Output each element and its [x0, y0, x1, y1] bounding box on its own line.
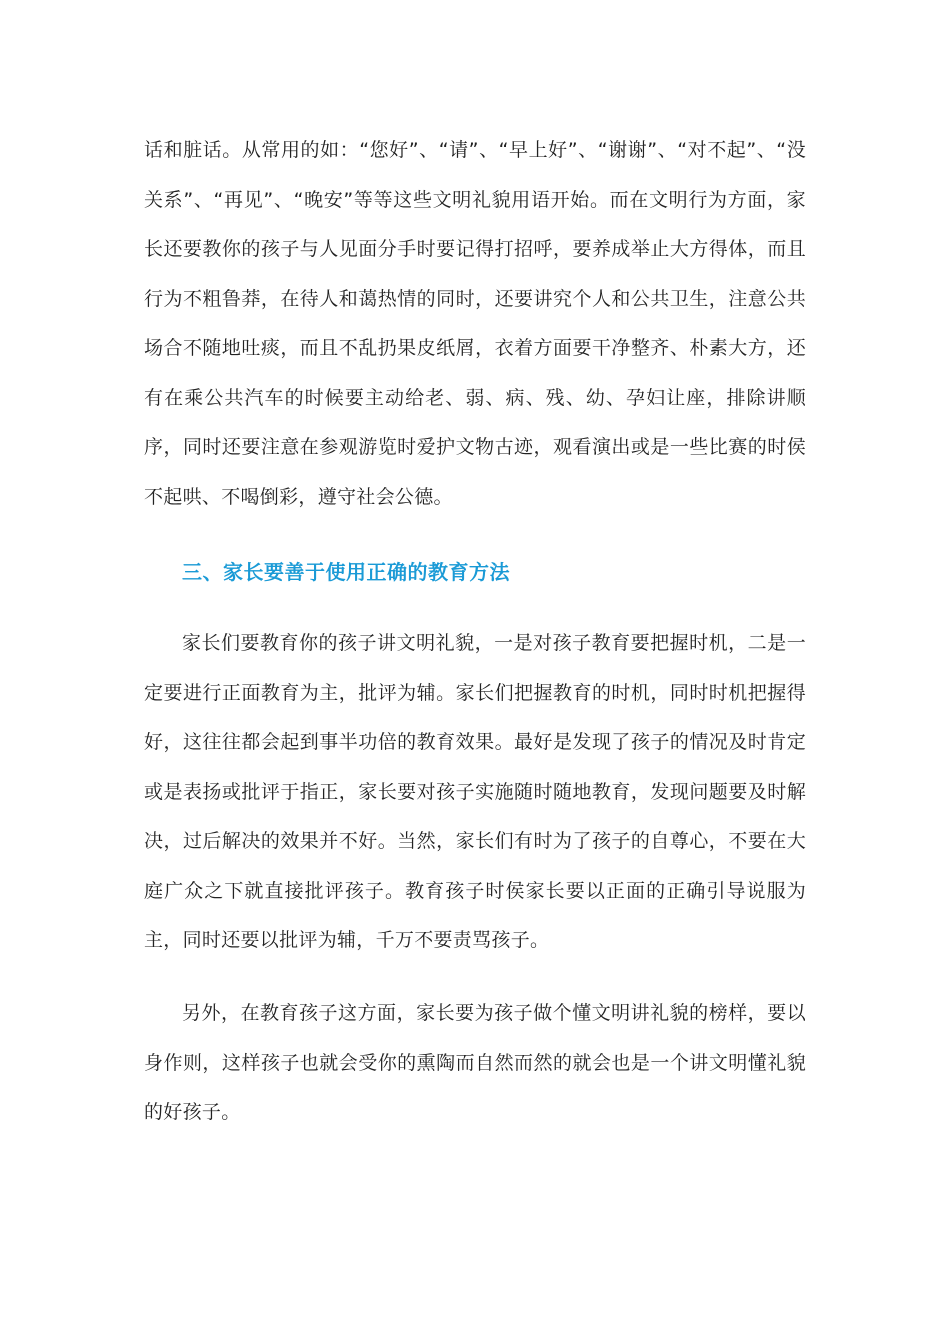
paragraph-education-timing: 家长们要教育你的孩子讲文明礼貌，一是对孩子教育要把握时机，二是一定要进行正面教育为主，批评为辅。家长们把握教育的时机，同时时机把握得好，这往往都会起到事半功倍的教育效果。最好是发现了孩子的情况及时肯定或是表扬或批评于指正，家长要对孩子实施随时随地教育，发现问题要及时解决，过后解决的效果并不好。当然，家长们有时为了孩子的自尊心，不要在大庭广众之下就直接批评孩子。教育孩子时侯家长要以正面的正确引导说服为主，同时还要以批评为辅，千万不要责骂孩子。	[144, 632, 806, 951]
paragraph-role-model: 另外，在教育孩子这方面，家长要为孩子做个懂文明讲礼貌的榜样，要以身作则，这样孩子也就会受你的熏陶而自然而然的就会也是一个讲文明懂礼貌的好孩子。	[144, 1002, 806, 1123]
section-heading: 三、家长要善于使用正确的教育方法	[182, 560, 510, 584]
paragraph-manners-conduct: 话和脏话。从常用的如：“您好”、“请”、“早上好”、“谢谢”、“对不起”、“没关系”、“再见”、“晚安”等等这些文明礼貌用语开始。而在文明行为方面，家长还要教你的孩子与人见面分手时要记得打招呼，要养成举止大方得体，而且行为不粗鲁莽，在待人和蔼热情的同时，还要讲究个人和公共卫生，注意公共场合不随地吐痰，而且不乱扔果皮纸屑，衣着方面要干净整齐、朴素大方，还有在乘公共汽车的时候要主动给老、弱、病、残、幼、孕妇让座，排除讲顺序，同时还要注意在参观游览时爱护文物古迹，观看演出或是一些比赛的时侯不起哄、不喝倒彩，遵守社会公德。	[144, 139, 806, 508]
